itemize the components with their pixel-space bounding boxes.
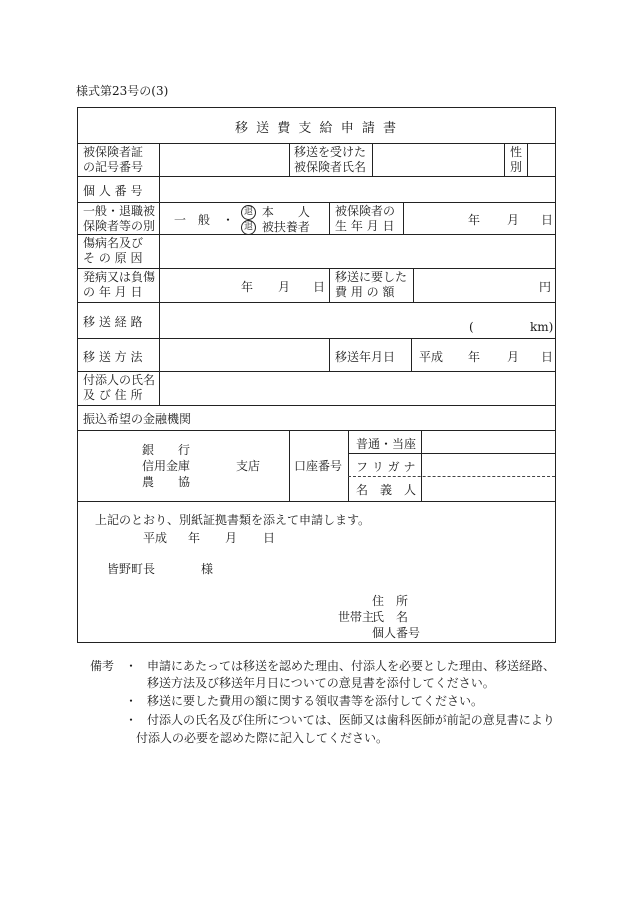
category-general-option[interactable]: 一 般 ・ bbox=[174, 213, 235, 227]
sex-label: 性 別 bbox=[509, 145, 522, 174]
account-holder-label: 名 義 人 bbox=[356, 483, 417, 497]
mayor-addressee: 皆野町長 bbox=[107, 562, 156, 576]
form-number: 様式第23号の(3) bbox=[76, 84, 169, 98]
individual-number-label: 個 人 番 号 bbox=[83, 184, 143, 198]
declaration-statement: 上記のとおり、別紙証拠書類を添えて申請します。 bbox=[95, 513, 371, 527]
application-form bbox=[77, 107, 556, 643]
transport-date-label: 移送年月日 bbox=[335, 350, 396, 364]
transport-day-unit: 日 bbox=[541, 350, 554, 364]
retired-mark-icon: 退 bbox=[241, 220, 256, 235]
dob-day-unit: 日 bbox=[541, 213, 554, 227]
transport-route-label: 移 送 経 路 bbox=[83, 315, 143, 329]
householder-label: 世帯主 bbox=[338, 610, 375, 624]
km-unit: km) bbox=[530, 320, 554, 334]
dob-year-unit: 年 bbox=[468, 213, 481, 227]
category-retired-self-option[interactable]: 退 本 人 bbox=[241, 203, 310, 220]
insured-cert-number-field[interactable] bbox=[160, 144, 288, 175]
category-retired-dependent-option[interactable]: 退 被扶養者 bbox=[241, 218, 310, 235]
transport-month-unit: 月 bbox=[507, 350, 520, 364]
dob-month-unit: 月 bbox=[507, 213, 520, 227]
transport-method-label: 移 送 方 法 bbox=[83, 350, 143, 364]
note-bullet: ・ bbox=[125, 713, 138, 727]
notes-heading: 備考 bbox=[90, 659, 115, 673]
disease-cause-field[interactable] bbox=[160, 235, 554, 267]
account-type-label: 普通・当座 bbox=[356, 437, 417, 451]
form-title: 移 送 費 支 給 申 請 書 bbox=[235, 121, 398, 136]
attendant-field[interactable] bbox=[160, 372, 554, 404]
transport-route-field[interactable] bbox=[160, 303, 554, 337]
attendant-label: 付添人の氏名 及 び 住 所 bbox=[83, 373, 156, 402]
account-holder-field[interactable] bbox=[422, 477, 554, 500]
insured-category-label: 一般・退職被 保険者等の別 bbox=[83, 204, 156, 233]
individual-number-field[interactable] bbox=[160, 177, 554, 201]
bank-type-bank: 銀 行 bbox=[142, 443, 191, 457]
account-number-label: 口座番号 bbox=[294, 459, 343, 473]
sex-field[interactable] bbox=[528, 144, 554, 175]
km-open-paren: ( bbox=[469, 320, 474, 334]
householder-individual-number-label: 個人番号 bbox=[372, 626, 421, 640]
onset-year-unit: 年 bbox=[241, 280, 254, 294]
declaration-month-unit: 月 bbox=[225, 531, 238, 545]
householder-address-label: 住 所 bbox=[372, 594, 409, 608]
transport-cost-field[interactable] bbox=[414, 269, 554, 301]
furigana-field[interactable] bbox=[422, 454, 554, 475]
note-3-line-1: 付添人の氏名及び住所については、医師又は歯科医師が前記の意見書により bbox=[147, 713, 555, 727]
transport-method-field[interactable] bbox=[160, 339, 328, 370]
onset-month-unit: 月 bbox=[278, 280, 291, 294]
honorific: 様 bbox=[201, 562, 214, 576]
bank-branch-unit: 支店 bbox=[236, 459, 261, 473]
onset-day-unit: 日 bbox=[313, 280, 326, 294]
furigana-label: フ リ ガ ナ bbox=[356, 460, 416, 474]
account-type-field[interactable] bbox=[422, 431, 554, 452]
transport-year-unit: 年 bbox=[468, 350, 481, 364]
insured-dob-label: 被保険者の 生 年 月 日 bbox=[335, 204, 396, 233]
transport-date-era: 平成 bbox=[419, 350, 444, 364]
note-1-line-2: 移送方法及び移送年月日についての意見書を添付してください。 bbox=[147, 676, 495, 690]
bank-type-agri-coop: 農 協 bbox=[142, 475, 191, 489]
disease-cause-label: 傷病名及び そ の 原 因 bbox=[83, 236, 144, 265]
note-bullet: ・ bbox=[125, 659, 138, 673]
transported-insured-name-label: 移送を受けた 被保険者氏名 bbox=[294, 145, 367, 174]
note-bullet: ・ bbox=[125, 694, 138, 708]
note-2: 移送に要した費用の額に関する領収書等を添付してください。 bbox=[147, 694, 484, 708]
transport-cost-label: 移送に要した 費 用 の 額 bbox=[335, 270, 408, 299]
transported-insured-name-field[interactable] bbox=[373, 144, 503, 175]
declaration-date-era: 平成 bbox=[143, 531, 168, 545]
retired-mark-icon: 退 bbox=[241, 205, 256, 220]
bank-section-label: 振込希望の金融機関 bbox=[83, 412, 192, 426]
householder-name-label: 氏 名 bbox=[372, 610, 409, 624]
onset-date-label: 発病又は負傷 の 年 月 日 bbox=[83, 270, 156, 299]
bank-type-credit-union: 信用金庫 bbox=[142, 459, 191, 473]
yen-unit: 円 bbox=[539, 280, 552, 294]
note-3-line-2: 付添人の必要を認めた際に記入してください。 bbox=[136, 731, 389, 745]
declaration-day-unit: 日 bbox=[263, 531, 276, 545]
note-1-line-1: 申請にあたっては移送を認めた理由、付添人を必要とした理由、移送経路、 bbox=[147, 659, 556, 673]
declaration-year-unit: 年 bbox=[188, 531, 201, 545]
insured-cert-label: 被保険者証 の記号番号 bbox=[83, 145, 144, 174]
